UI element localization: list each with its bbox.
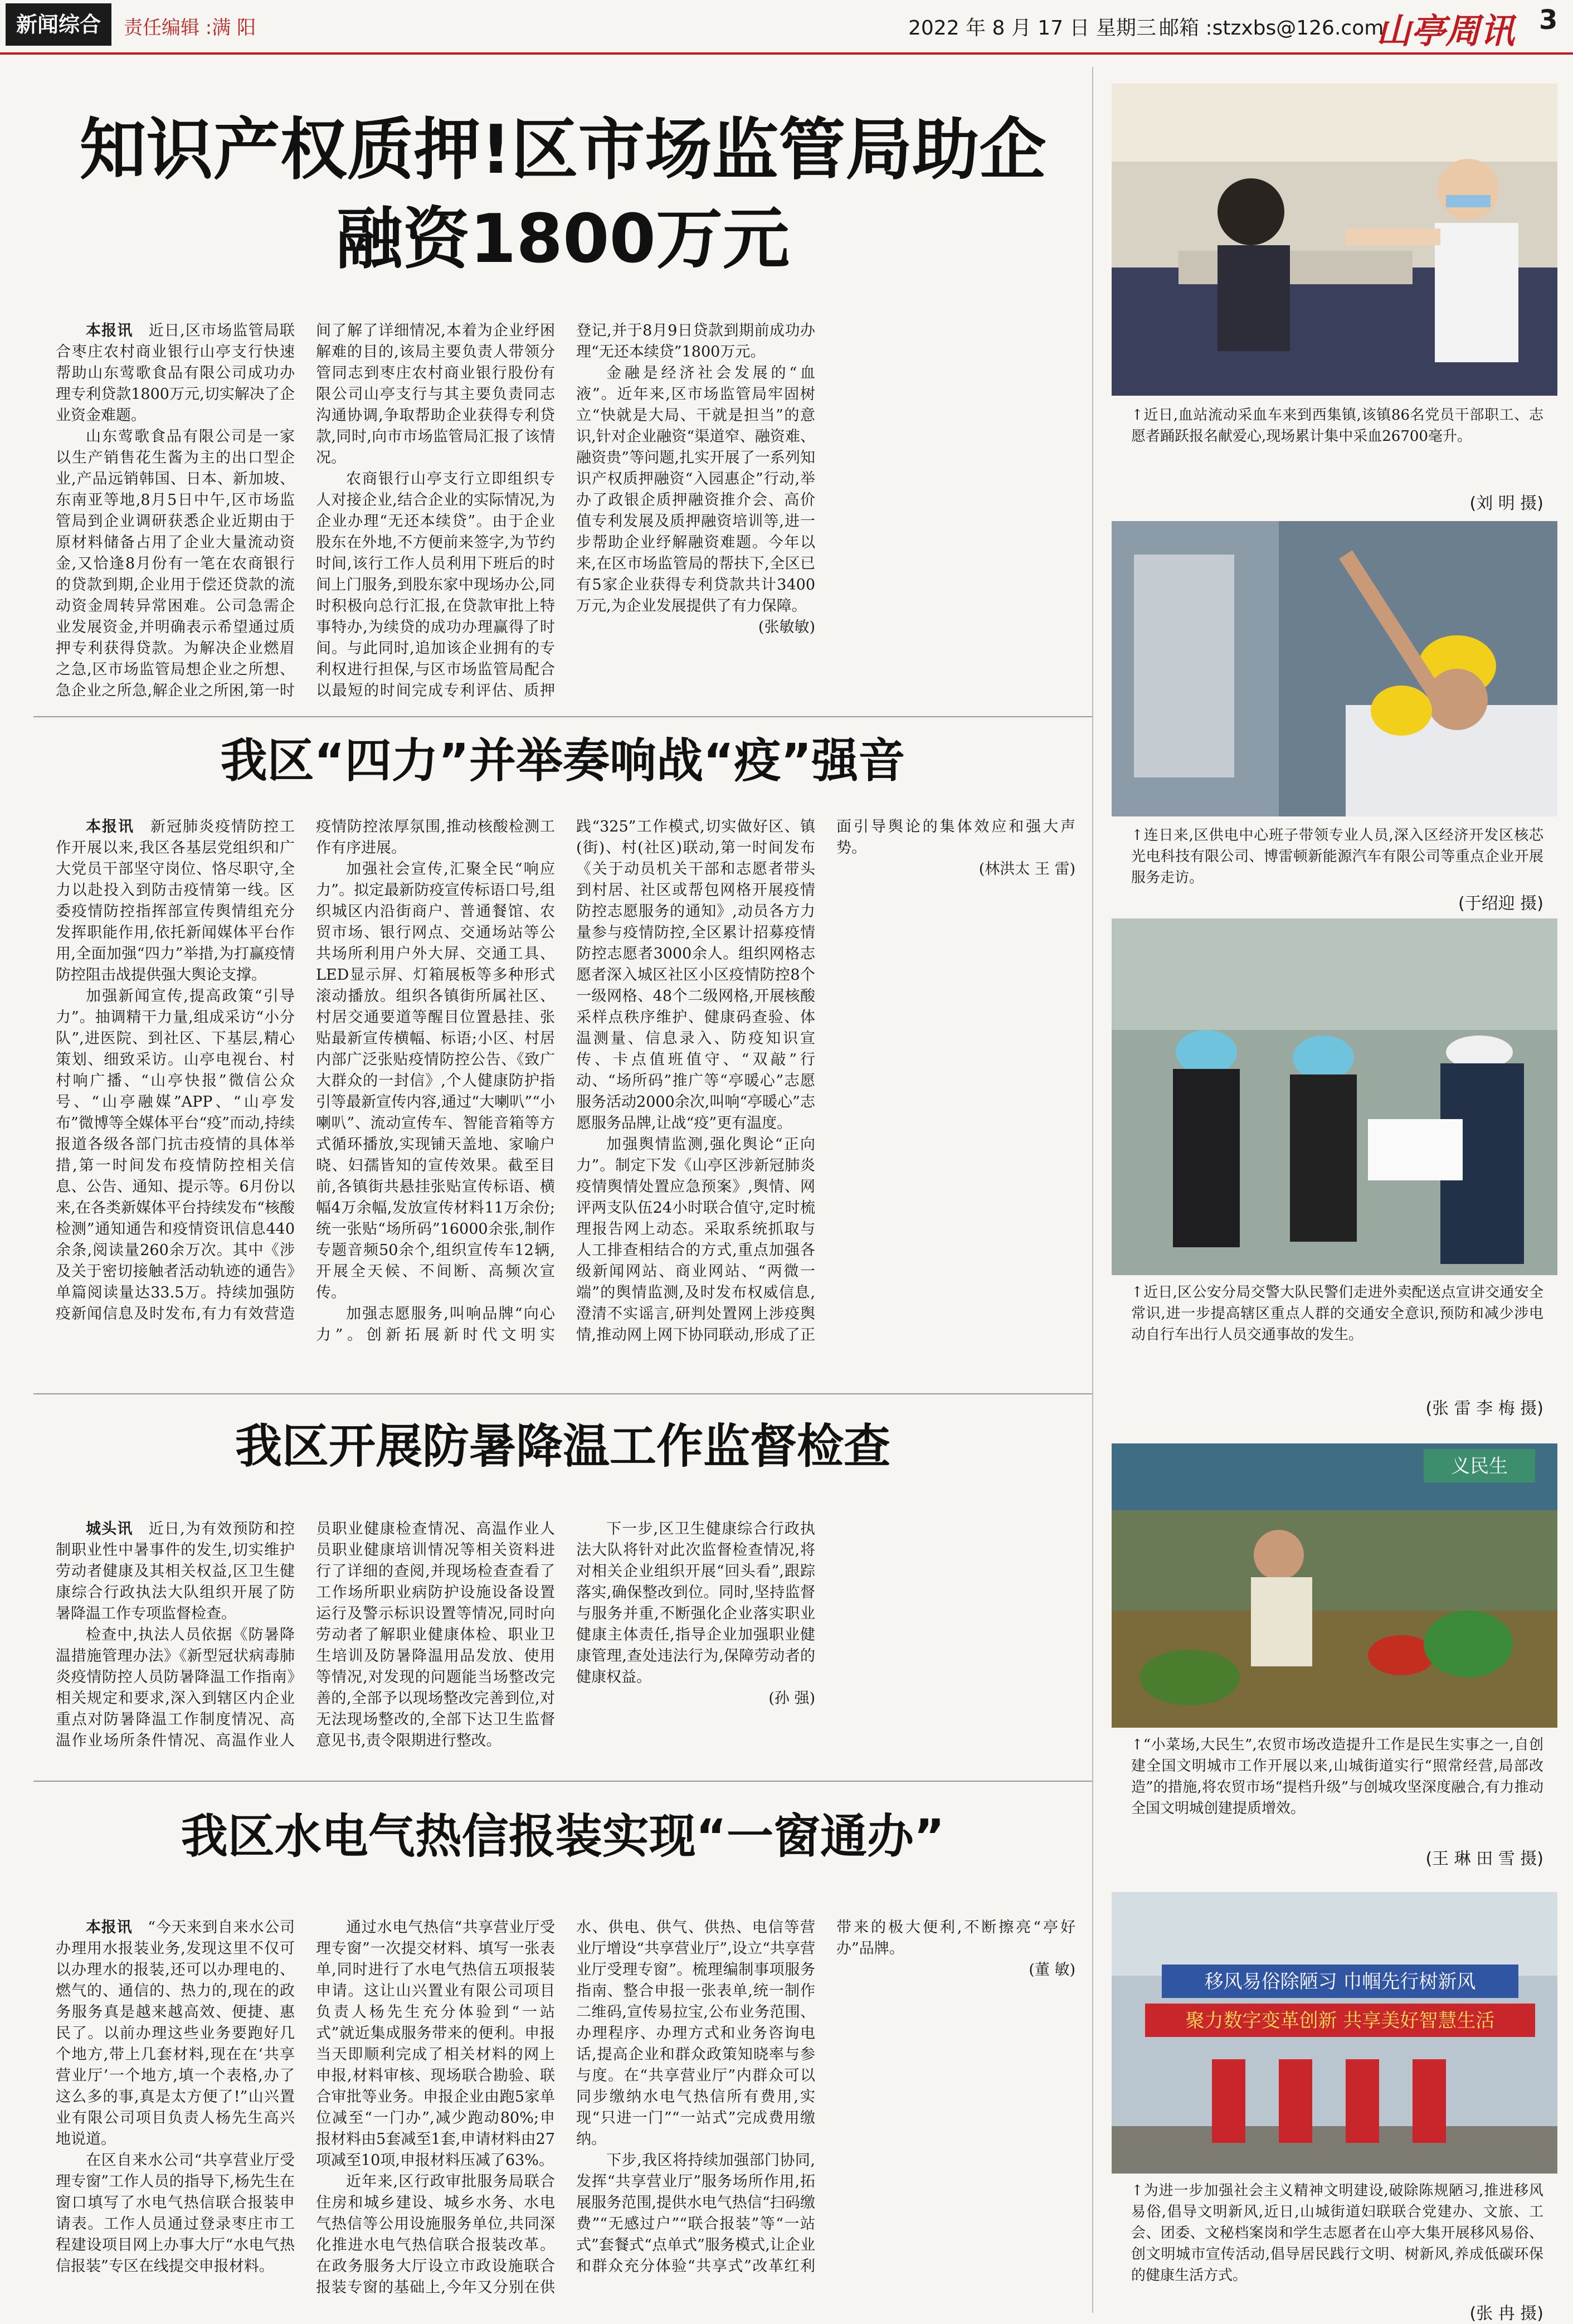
article-3-body bbox=[56, 1519, 1075, 1753]
article-paragraph: 山东莺歌食品有限公司是一家以生产销售花生酱为主的出口型企业,产品远销韩国、日本、新加坡、东南亚等地,8月5日中午,区市场监管局到企业调研获悉企业近期由于原材料储备占用了企业大量流动资金,又恰逢8月份有一笔在农商银行的贷款到期,企业用于偿还贷款的流动资金周转异常困难。公司急需企业发展资金,并明确表示希望通过质押专利获得贷款。为解决企业燃眉之急,区市场监管局想企业之所想、急企业之所急,解企业之所困,第一时间了解了详细情况,本着为企业纾困解难的目的,该局主要负责人带领分管同志到枣庄农村商业银行股份有限公司山亭支行与其主要负责同志沟通协调,争取帮助企业获得专利贷款,同时,向市市场监管局汇报了该情况。 bbox=[56, 322, 555, 699]
article-paragraph: 下步,我区将持续加强部门协同,发挥“共享营业厅”服务场所作用,拓展服务范围,提供水电气热信“扫码缴费”“无感过户”“联合报装”等“一站式”套餐式“点单式”服务模式,让企业和群众充分体验“共享式”改革红利带来的极大便利,不断擦亮“亭好办”品牌。 bbox=[576, 1919, 1075, 2275]
paragraph-text: 近日,为有效预防和控制职业性中暑事件的发生,切实维护劳动者健康及其相关权益,区卫生健康综合行政执法大队组织开展了防暑降温工作专项监督检查。 bbox=[56, 1520, 295, 1622]
photo-2-credit: (于绍迎 摄) bbox=[1458, 894, 1543, 913]
article-byline: (林洪太 王 雷) bbox=[978, 860, 1075, 878]
article-paragraph bbox=[56, 1519, 295, 1625]
paragraph-text: 新冠肺炎疫情防控工作开展以来,我区各基层党组织和广大党员干部坚守岗位、恪尽职守,全力以赴投入到防击疫情第一线。区委疫情防控指挥部宣传舆情组充分发挥职能作用,依托新闻媒体平台作用,全面加强“四力”举措,为打赢疫情防控阻击战提供强大舆论支撑。 bbox=[56, 818, 295, 984]
photo-vegetable-market bbox=[1112, 1443, 1557, 1728]
article-4-body bbox=[56, 1917, 1075, 2307]
article-1-body bbox=[56, 320, 1075, 711]
photo-civility-campaign bbox=[1112, 1892, 1557, 2174]
section-tag: 新闻综合 bbox=[6, 3, 111, 46]
photo-blood-donation bbox=[1112, 84, 1557, 396]
photo-5-caption: ↑为进一步加强社会主义精神文明建设,破除陈规陋习,推进移风易俗,倡导文明新风,近日,山城街道妇联联合党建办、文旅、工会、团委、文秘档案岗和学生志愿者在山亭大集开展移风易俗、创文明城市宣传活动,倡导居民践行文明、树新风,养成低碳环保的健康生活方式。 bbox=[1131, 2182, 1543, 2284]
article-2-body bbox=[56, 816, 1075, 1351]
banner-text-1: 移风易俗除陋习 巾帼先行树新风 bbox=[1204, 1971, 1476, 1993]
header-rule bbox=[0, 52, 1573, 55]
photo-1-credit: (刘 明 摄) bbox=[1469, 494, 1543, 513]
article-2-title: 我区“四力”并举奏响战“疫”强音 bbox=[220, 733, 905, 788]
article-byline: (董 敏) bbox=[1029, 1961, 1075, 1978]
paragraph-text: 近日,区市场监管局联合枣庄农村商业银行山亭支行快速帮助山东莺歌食品有限公司成功办理专利贷款1800万元,切实解决了企业资金难题。 bbox=[56, 322, 295, 424]
photo-2-caption: ↑连日来,区供电中心班子带领专业人员,深入区经济开发区核芯光电科技有限公司、博雷顿新能源汽车有限公司等重点企业开展服务走访。 bbox=[1131, 827, 1543, 886]
article-paragraph: 加强志愿服务,叫响品牌“向心力”。创新拓展新时代文明实践“325”工作模式,切实做好区、镇(街)、村(社区)联动,第一时间发布《关于动员机关干部和志愿者带头到村居、社区或帮包网格开展疫情防控志愿服务的通知》,动员各方力量参与疫情防控,全区累计招募疫情防控志愿者3000余人。组织网格志愿者深入城区社区小区疫情防控8个一级网格、48个二级网格,开展核酸采样点秩序维护、健康码查验、体温测量、信息录入、防疫知识宣传、卡点值班值守、“双敲”行动、“场所码”推广等“亭暖心”志愿服务活动2000余次,叫响“亭暖心”志愿服务品牌,让战“疫”更有温度。 bbox=[316, 818, 815, 1344]
photo-power-workers bbox=[1112, 521, 1557, 816]
section-divider bbox=[33, 716, 1092, 717]
article-lead: 本报讯 bbox=[86, 818, 134, 835]
article-3-title: 我区开展防暑降温工作监督检查 bbox=[235, 1419, 890, 1474]
page-number: 3 bbox=[1539, 4, 1558, 36]
article-1-title-line2: 融资1800万元 bbox=[336, 201, 790, 278]
editor-line: 责任编辑 :满 阳 bbox=[124, 17, 256, 39]
article-lead: 城头讯 bbox=[86, 1520, 133, 1538]
article-1-title-line1: 知识产权质押!区市场监管局助企 bbox=[79, 111, 1046, 189]
masthead-logo: 山亭周讯 bbox=[1376, 11, 1515, 51]
article-paragraph: 加强新闻宣传,提高政策“引导力”。抽调精干力量,组成采访“小分队”,进医院、到社区、下基层,精心策划、细致采访。山亭电视台、村村响广播、“山亭快报”微信公众号、“山亭融媒”APP、“山亭发布”微博等全媒体平台“疫”而动,持续报道各级各部门抗击疫情的具体举措,第一时间发布疫情防控相关信息、公告、通知、提示等。6月份以来,在各类新媒体平台持续发布“核酸检测”通知通告和疫情资讯信息440余条,阅读量260余万次。其中《涉及关于密切接触者活动轨迹的通告》单篇阅读量达33.5万。持续加强防疫新闻信息及时发布,有力有效营造疫情防控浓厚氛围,推动核酸检测工作有序进展。 bbox=[56, 818, 555, 1323]
article-lead: 本报讯 bbox=[86, 1919, 133, 1936]
article-4-title: 我区水电气热信报装实现“一窗通办” bbox=[181, 1809, 945, 1864]
photo-4-credit: (王 琳 田 雪 摄) bbox=[1425, 1849, 1543, 1869]
article-paragraph bbox=[56, 816, 295, 986]
article-paragraph: 在区自来水公司“共享营业厅受理专窗”工作人员的指导下,杨先生在窗口填写了水电气热信联合报装申请表。工作人员通过登录枣庄市工程建设项目网上办事大厅“水电气热信报装”专区在线提交申报材料。 bbox=[56, 2152, 295, 2275]
article-paragraph bbox=[56, 1917, 295, 2150]
article-paragraph: 近年来,区行政审批服务局联合住房和城乡建设、城乡水务、水电气热信等公用设施服务单位,共同深化推进水电气热信联合报装改革。在政务服务大厅设立市政设施联合报装专窗的基础上,今年又分别在供水、供电、供气、供热、电信等营业厅增设“共享营业厅”,设立“共享营业厅受理专窗”。梳理编制事项服务指南、整合申报一张表单,统一制作二维码,宣传易拉宝,公布业务范围、办理程序、办理方式和业务咨询电话,提高企业和群众政策知晓率与参与度。在“共享营业厅”内群众可以同步缴纳水电气热信所有费用,实现“只进一门”“一站式”完成费用缴纳。 bbox=[316, 1919, 815, 2296]
article-lead: 本报讯 bbox=[86, 322, 133, 339]
banner-text-2: 聚力数字变革创新 共享美好智慧生活 bbox=[1185, 2010, 1495, 2032]
article-paragraph: 通过水电气热信“共享营业厅受理专窗”一次提交材料、填写一张表单,同时进行了水电气热信五项报装申请。这让山兴置业有限公司项目负责人杨先生充分体验到“一站式”就近集成服务带来的便利。申报当天即顺利完成了相关材料的网上申报,材料审核、现场联合勘验、联合审批等业务。申报企业由跑5家单位减至“一门办”,减少跑动80%;申报材料由5套减至1套,申请材料由27项减至10项,申报材料压减了63%。 bbox=[316, 1919, 555, 2169]
photo-4-caption: ↑“小菜场,大民生”,农贸市场改造提升工作是民生实事之一,自创建全国文明城市工作开展以来,山城街道实行“照常经营,局部改造”的措施,将农贸市场“提档升级”与创城攻坚深度融合,有力推动全国文明城创建提质增效。 bbox=[1131, 1737, 1543, 1817]
photo-traffic-police bbox=[1112, 918, 1557, 1275]
section-divider bbox=[33, 1393, 1092, 1394]
market-sign: 义民生 bbox=[1451, 1455, 1508, 1477]
page-header bbox=[0, 0, 1573, 55]
issue-date: 2022 年 8 月 17 日 星期三 bbox=[908, 17, 1156, 40]
photo-5-credit: (张 冉 摄) bbox=[1469, 2304, 1543, 2323]
article-paragraph bbox=[56, 320, 295, 426]
article-paragraph: 农商银行山亭支行立即组织专人对接企业,结合企业的实际情况,为企业办理“无还本续贷”。由于企业股东在外地,不方便前来签字,为节约时间,该行工作人员利用下班后的时间上门服务,到股东家中现场办公,同时积极向总行汇报,在贷款审批上特事特办,为续贷的成功办理赢得了时间。与此同时,追加该企业拥有的专利权进行担保,与区市场监管局配合以最短的时间完成专利评估、质押登记,并于8月9日贷款到期前成功办理“无还本续贷”1800万元。 bbox=[316, 322, 815, 699]
article-paragraph: 下一步,区卫生健康综合行政执法大队将针对此次监督检查情况,将对相关企业组织开展“回头看”,跟踪落实,确保整改到位。同时,坚持监督与服务并重,不断强化企业落实职业健康主体责任,指导企业加强职业健康管理,查处违法行为,保障劳动者的健康权益。 bbox=[576, 1520, 815, 1686]
article-paragraph: 加强舆情监测,强化舆论“正向力”。制定下发《山亭区涉新冠肺炎疫情舆情处置应急预案》,舆情、网评两支队伍24小时联合值守,定时梳理报告网上动态。采取系统抓取与人工排查相结合的方式,重点加强各级新闻网站、商业网站、“两微一端”的舆情监测,及时发布权威信息,澄清不实谣言,研判处置网上涉疫舆情,推动网上网下协同联动,形成了正面引导舆论的集体效应和强大声势。 bbox=[576, 818, 1075, 1344]
article-paragraph: 加强社会宣传,汇聚全民“响应力”。拟定最新防疫宣传标语口号,组织城区内沿街商户、普通餐馆、农贸市场、银行网点、交通场站等公共场所利用户外大屏、交通工具、LED显示屏、灯箱展板等多种形式滚动播放。组织各镇街所属社区、村居交通要道等醒目位置悬挂、张贴最新宣传横幅、标语;小区、村居内部广泛张贴疫情防控公告、《致广大群众的一封信》,个人健康防护指引等最新宣传内容,通过“大喇叭”“小喇叭”、流动宣传车、智能音箱等方式循环播放,实现铺天盖地、家喻户晓、妇孺皆知的宣传效果。截至目前,各镇街共悬挂张贴宣传标语、横幅4万余幅,发放宣传材料11万余份;统一张贴“场所码”16000余张,制作专题音频50余个,组织宣传车12辆,开展全天候、不间断、高频次宣传。 bbox=[316, 860, 555, 1301]
section-divider bbox=[33, 1781, 1092, 1782]
photo-1-caption: ↑近日,血站流动采血车来到西集镇,该镇86名党员干部职工、志愿者踊跃报名献爱心,现场累计集中采血26700毫升。 bbox=[1131, 407, 1543, 445]
article-byline: (孙 强) bbox=[768, 1690, 815, 1707]
article-paragraph: 检查中,执法人员依据《防暑降温措施管理办法》《新型冠状病毒肺炎疫情防控人员防暑降温工作指南》相关规定和要求,深入到辖区内企业重点对防暑降温工作制度情况、高温作业场所条件情况、高温作业人员职业健康检查情况、高温作业人员职业健康培训情况等相关资料进行了详细的查阅,并现场检查查看了工作场所职业病防护设施设备设置运行及警示标识设置等情况,同时向劳动者了解职业健康体检、职业卫生培训及防暑降温用品发放、使用等情况,对发现的问题能当场整改完善的,全部予以现场整改完善到位,对无法现场整改的,全部下达卫生监督意见书,责令限期进行整改。 bbox=[56, 1520, 555, 1749]
photo-3-caption: ↑近日,区公安分局交警大队民警们走进外卖配送点宣讲交通安全常识,进一步提高辖区重点人群的交通安全意识,预防和减少涉电动自行车出行人员交通事故的发生。 bbox=[1131, 1284, 1543, 1343]
photo-3-credit: (张 雷 李 梅 摄) bbox=[1425, 1399, 1543, 1418]
article-byline: (张敏敏) bbox=[758, 619, 815, 636]
contact-email: 邮箱 :stzxbs@126.com bbox=[1159, 17, 1384, 40]
column-divider bbox=[1092, 67, 1093, 2313]
article-paragraph: 金融是经济社会发展的“血液”。近年来,区市场监管局牢固树立“快就是大局、干就是担当”的意识,针对企业融资“渠道窄、融资难、融资贵”等问题,扎实开展了一系列知识产权质押融资“入园惠企”行动,举办了政银企质押融资推介会、高价值专利发展及质押融资培训等,进一步帮助企业纾解融资难题。今年以来,在区市场监管局的帮扶下,全区已有5家企业获得专利贷款共计3400万元,为企业发展提供了有力保障。 bbox=[576, 364, 815, 615]
paragraph-text: “今天来到自来水公司办理用水报装业务,发现这里不仅可以办理水的报装,还可以办理电的、燃气的、通信的、热力的,现在的政务服务真是越来越高效、便捷、惠民了。以前办理这些业务要跑好几个地方,带上几套材料,现在在‘共享营业厅’一个地方,填一个表格,办了这么多的事,真是太方便了!”山兴置业有限公司项目负责人杨先生高兴地说道。 bbox=[56, 1919, 295, 2148]
